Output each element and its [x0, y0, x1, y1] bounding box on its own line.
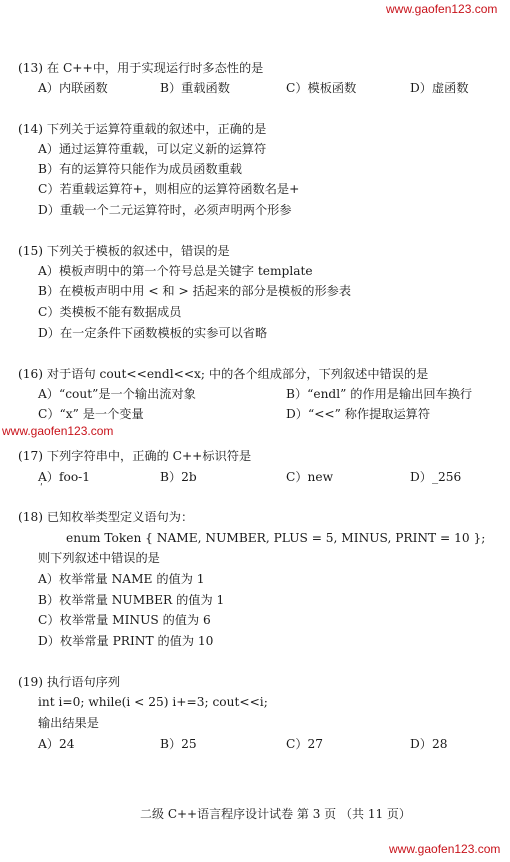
option-a: A）模板声明中的第一个符号总是关键字 template — [38, 264, 313, 278]
option-d: D）“<<” 称作提取运算符 — [286, 407, 431, 421]
watermark-middle: www.gaofen123.com — [2, 424, 114, 438]
option-d: D）虚函数 — [410, 81, 469, 95]
option-b: B）2b — [160, 470, 197, 484]
option-c: C）类模板不能有数据成员 — [38, 305, 182, 319]
page-footer: 二级 C++语言程序设计试卷 第 3 页 （共 11 页） — [140, 807, 411, 821]
option-c: C）“x” 是一个变量 — [38, 407, 144, 421]
option-d: D）28 — [410, 737, 448, 751]
option-d: D）重载一个二元运算符时，必须声明两个形参 — [38, 203, 292, 217]
option-c: C）new — [286, 470, 334, 484]
option-c: C）27 — [286, 737, 324, 751]
option-a: A）枚举常量 NAME 的值为 1 — [38, 572, 205, 586]
option-a: A）“cout”是一个输出流对象 — [38, 387, 196, 401]
question-stem: (13) 在 C++中，用于实现运行时多态性的是 — [18, 61, 264, 75]
question-stem: (17) 下列字符串中，正确的 C++标识符是 — [18, 449, 252, 463]
pen-mark-icon: ʹ — [40, 483, 43, 494]
option-c: C）若重载运算符+，则相应的运算符函数名是+ — [38, 182, 300, 196]
option-b: B）在模板声明中用 < 和 > 括起来的部分是模板的形参表 — [38, 284, 352, 298]
code-line: int i=0; while(i < 25) i+=3; cout<<i; — [38, 695, 268, 709]
option-d: D）枚举常量 PRINT 的值为 10 — [38, 634, 214, 648]
option-a: A）通过运算符重载，可以定义新的运算符 — [38, 142, 267, 156]
question-substem: 输出结果是 — [38, 716, 99, 730]
option-a: A）foo-1 — [38, 470, 91, 484]
option-b: B）“endl” 的作用是输出回车换行 — [286, 387, 473, 401]
code-line: enum Token { NAME, NUMBER, PLUS = 5, MINUS, PRINT = 10 }; — [66, 531, 486, 545]
option-a: A）24 — [38, 737, 75, 751]
option-b: B）枚举常量 NUMBER 的值为 1 — [38, 593, 225, 607]
watermark-bottom: www.gaofen123.com — [389, 842, 501, 856]
watermark-top: www.gaofen123.com — [386, 2, 498, 16]
question-substem: 则下列叙述中错误的是 — [38, 551, 160, 565]
question-stem: (15) 下列关于模板的叙述中，错误的是 — [18, 244, 230, 258]
option-b: B）25 — [160, 737, 197, 751]
option-d: D）在一定条件下函数模板的实参可以省略 — [38, 326, 268, 340]
option-c: C）枚举常量 MINUS 的值为 6 — [38, 613, 211, 627]
option-b: B）有的运算符只能作为成员函数重载 — [38, 162, 242, 176]
option-a: A）内联函数 — [38, 81, 108, 95]
option-b: B）重载函数 — [160, 81, 230, 95]
question-stem: (14) 下列关于运算符重载的叙述中，正确的是 — [18, 122, 267, 136]
question-stem: (19) 执行语句序列 — [18, 675, 121, 689]
question-stem: (18) 已知枚举类型定义语句为： — [18, 510, 194, 524]
question-stem: (16) 对于语句 cout<<endl<<x; 中的各个组成部分，下列叙述中错误的是 — [18, 367, 429, 381]
option-c: C）模板函数 — [286, 81, 357, 95]
option-d: D）_256 — [410, 470, 462, 484]
